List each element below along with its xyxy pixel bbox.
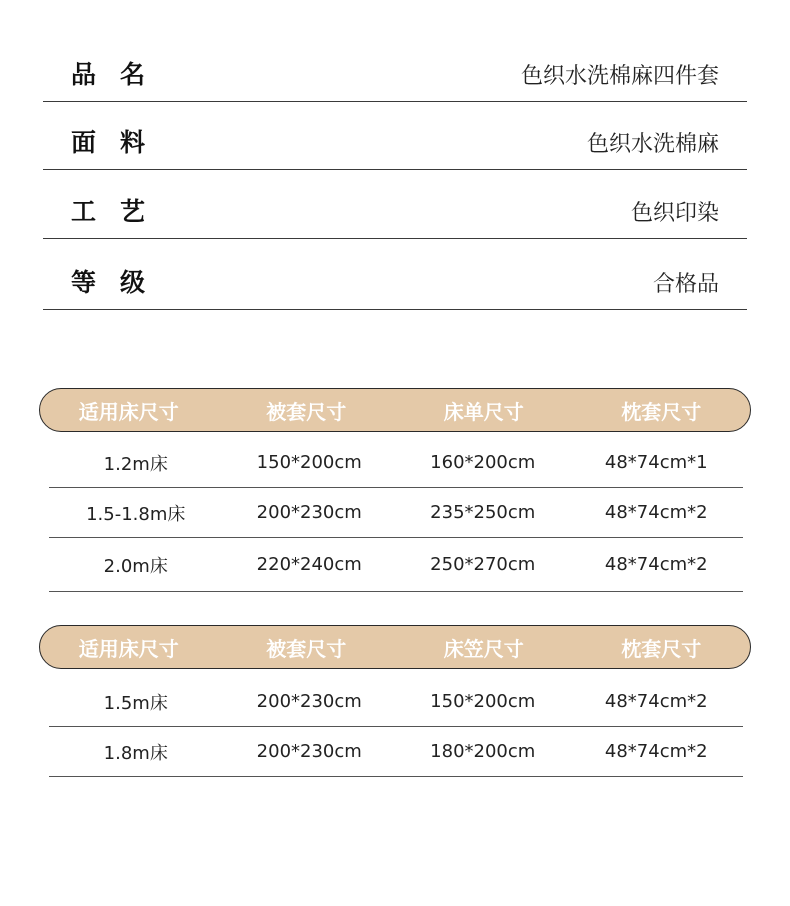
table-cell: 1.2m床: [103, 453, 168, 475]
table-row: [49, 488, 743, 538]
spec-row-grade: [43, 241, 747, 310]
table-header: [39, 388, 751, 432]
table-cell: 48*74cm*2: [604, 554, 708, 575]
table-cell: 200*230cm: [256, 691, 362, 712]
spec-label: 面料: [71, 128, 170, 157]
spec-value: 色织水洗棉麻: [586, 132, 719, 157]
table-row: [49, 677, 743, 727]
header-cell: 枕套尺寸: [621, 399, 702, 424]
table-cell: 48*74cm*1: [604, 452, 708, 473]
spec-label: 品名: [71, 60, 170, 89]
table-cell: 150*200cm: [430, 691, 536, 712]
header-cell: 适用床尺寸: [78, 399, 179, 424]
table-row: [49, 727, 743, 777]
table-cell: 1.5m床: [103, 692, 168, 714]
table-cell: 48*74cm*2: [604, 502, 708, 523]
spec-row-craft: [43, 170, 747, 239]
spec-label: 等级: [71, 268, 170, 297]
table-cell: 150*200cm: [256, 452, 362, 473]
header-cell: 床单尺寸: [443, 399, 524, 424]
table-header: [39, 625, 751, 669]
table-cell: 180*200cm: [430, 741, 536, 762]
spec-label: 工艺: [71, 197, 170, 226]
header-cell: 适用床尺寸: [78, 636, 179, 661]
spec-value: 色织水洗棉麻四件套: [520, 64, 719, 89]
table-cell: 200*230cm: [256, 741, 362, 762]
table-cell: 48*74cm*2: [604, 741, 708, 762]
table-cell: 250*270cm: [430, 554, 536, 575]
spec-row-fabric: [43, 101, 747, 170]
header-cell: 被套尺寸: [266, 636, 347, 661]
table-cell: 220*240cm: [256, 554, 362, 575]
size-table-fitted: [39, 625, 751, 777]
size-table-sheet: [39, 388, 751, 592]
table-row: [49, 538, 743, 592]
header-cell: 枕套尺寸: [621, 636, 702, 661]
table-cell: 235*250cm: [430, 502, 536, 523]
table-cell: 2.0m床: [103, 555, 168, 577]
header-cell: 被套尺寸: [266, 399, 347, 424]
spec-row-name: [43, 33, 747, 102]
table-cell: 48*74cm*2: [604, 691, 708, 712]
table-cell: 1.8m床: [103, 742, 168, 764]
table-cell: 200*230cm: [256, 502, 362, 523]
table-cell: 1.5-1.8m床: [86, 503, 186, 525]
spec-value: 合格品: [652, 272, 719, 297]
table-row: [49, 438, 743, 488]
table-cell: 160*200cm: [430, 452, 536, 473]
header-cell: 床笠尺寸: [443, 636, 524, 661]
spec-value: 色织印染: [630, 201, 719, 226]
